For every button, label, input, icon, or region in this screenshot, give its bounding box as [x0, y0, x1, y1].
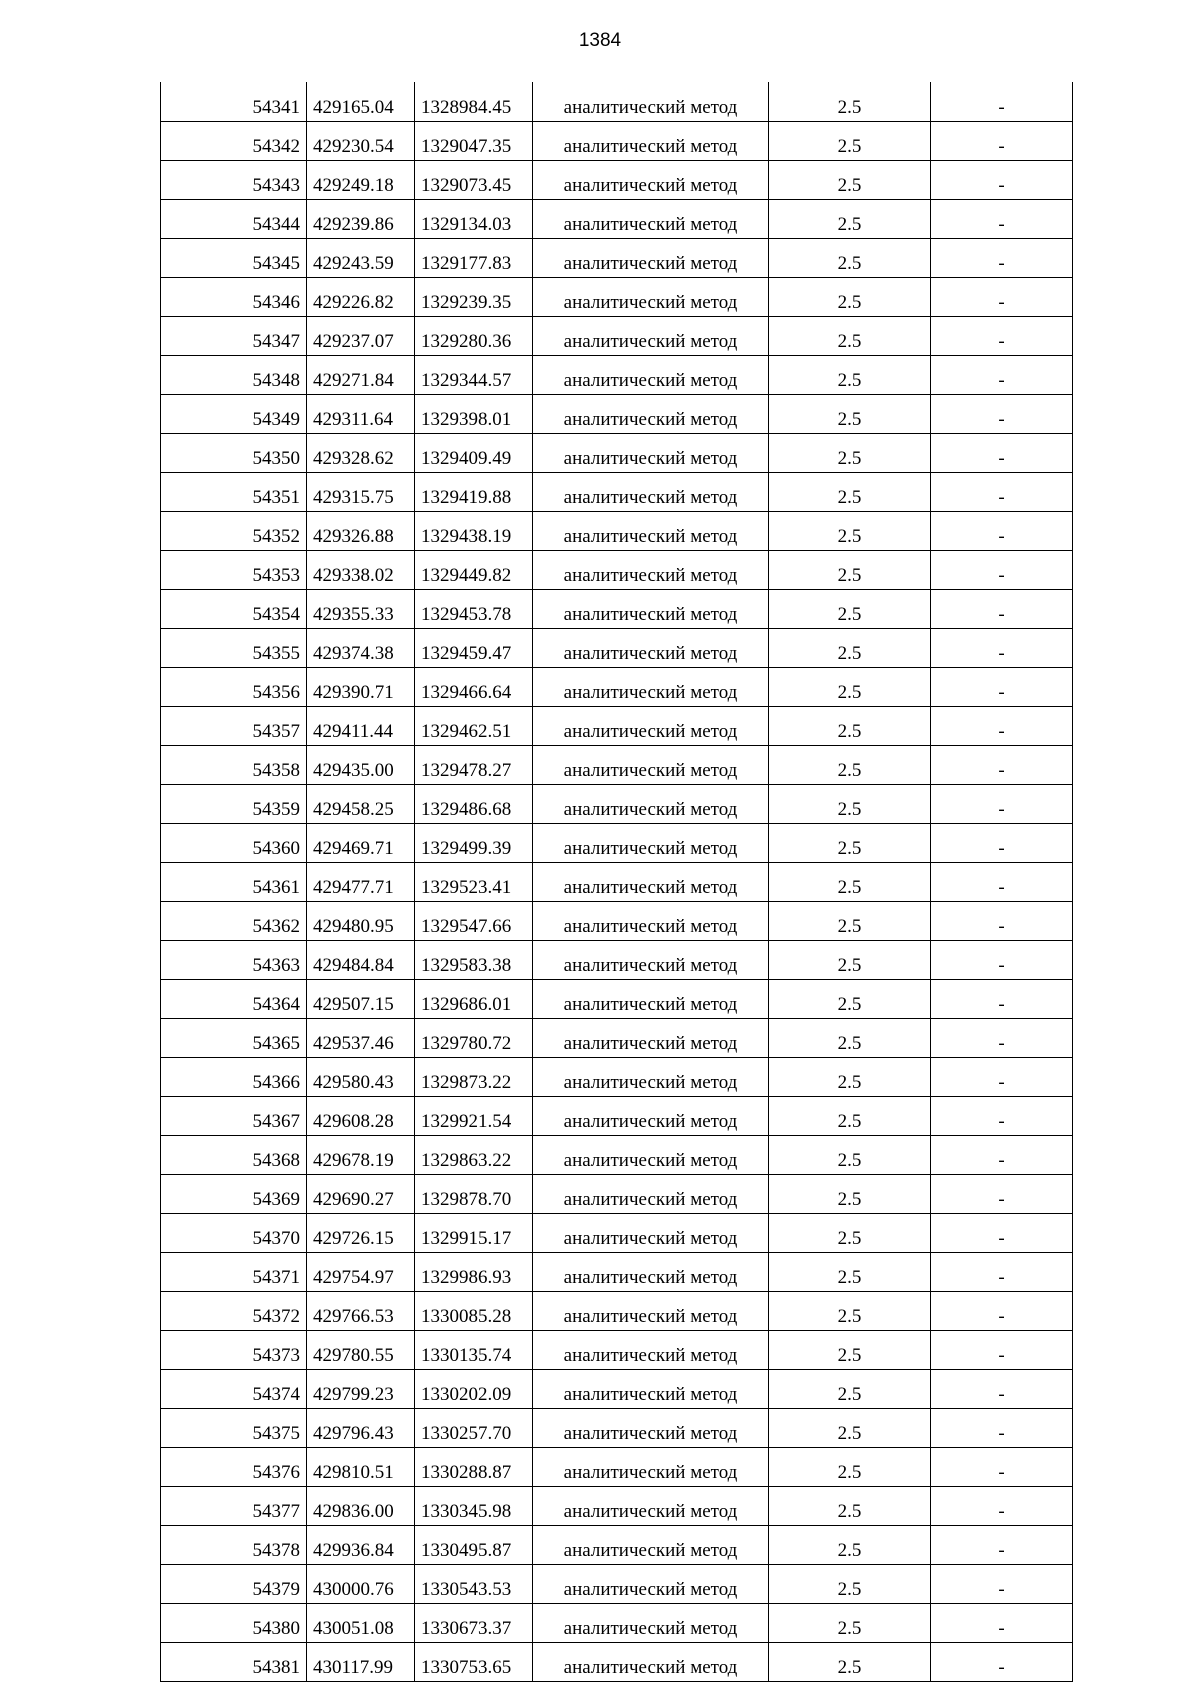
- table-row: [161, 1058, 1073, 1097]
- note-cell: -: [931, 239, 1073, 278]
- accuracy-cell: 2.5: [769, 980, 931, 1019]
- note-cell: -: [931, 707, 1073, 746]
- point-number-cell: 54378: [161, 1526, 307, 1565]
- table-row: [161, 1370, 1073, 1409]
- y-coordinate-cell: 1329453.78: [415, 590, 533, 629]
- table-row: [161, 1331, 1073, 1370]
- method-cell: аналитический метод: [533, 278, 769, 317]
- x-coordinate-cell: 429580.43: [307, 1058, 415, 1097]
- note-cell: -: [931, 1370, 1073, 1409]
- y-coordinate-cell: 1329344.57: [415, 356, 533, 395]
- y-coordinate-cell: 1329047.35: [415, 122, 533, 161]
- x-coordinate-cell: 429766.53: [307, 1292, 415, 1331]
- note-cell: -: [931, 551, 1073, 590]
- method-cell: аналитический метод: [533, 941, 769, 980]
- method-cell: аналитический метод: [533, 161, 769, 200]
- note-cell: -: [931, 1565, 1073, 1604]
- table-row: [161, 278, 1073, 317]
- page-number: 1384: [578, 30, 622, 51]
- accuracy-cell: 2.5: [769, 590, 931, 629]
- x-coordinate-cell: 429936.84: [307, 1526, 415, 1565]
- table-row: [161, 1097, 1073, 1136]
- table-row: [161, 980, 1073, 1019]
- point-number-cell: 54362: [161, 902, 307, 941]
- note-cell: -: [931, 1058, 1073, 1097]
- y-coordinate-cell: 1330753.65: [415, 1643, 533, 1682]
- note-cell: -: [931, 1214, 1073, 1253]
- note-cell: -: [931, 629, 1073, 668]
- point-number-cell: 54346: [161, 278, 307, 317]
- method-cell: аналитический метод: [533, 551, 769, 590]
- accuracy-cell: 2.5: [769, 161, 931, 200]
- table-row: [161, 629, 1073, 668]
- x-coordinate-cell: 429239.86: [307, 200, 415, 239]
- y-coordinate-cell: 1329486.68: [415, 785, 533, 824]
- table-row: [161, 1526, 1073, 1565]
- note-cell: -: [931, 1526, 1073, 1565]
- table-row: [161, 1409, 1073, 1448]
- x-coordinate-cell: 429780.55: [307, 1331, 415, 1370]
- method-cell: аналитический метод: [533, 356, 769, 395]
- point-number-cell: 54353: [161, 551, 307, 590]
- x-coordinate-cell: 429249.18: [307, 161, 415, 200]
- y-coordinate-cell: 1329134.03: [415, 200, 533, 239]
- method-cell: аналитический метод: [533, 863, 769, 902]
- x-coordinate-cell: 430051.08: [307, 1604, 415, 1643]
- x-coordinate-cell: 429537.46: [307, 1019, 415, 1058]
- note-cell: -: [931, 785, 1073, 824]
- y-coordinate-cell: 1329462.51: [415, 707, 533, 746]
- note-cell: -: [931, 1097, 1073, 1136]
- note-cell: -: [931, 980, 1073, 1019]
- y-coordinate-cell: 1329523.41: [415, 863, 533, 902]
- x-coordinate-cell: 429796.43: [307, 1409, 415, 1448]
- accuracy-cell: 2.5: [769, 629, 931, 668]
- accuracy-cell: 2.5: [769, 668, 931, 707]
- accuracy-cell: 2.5: [769, 707, 931, 746]
- point-number-cell: 54368: [161, 1136, 307, 1175]
- accuracy-cell: 2.5: [769, 239, 931, 278]
- accuracy-cell: 2.5: [769, 82, 931, 122]
- note-cell: -: [931, 902, 1073, 941]
- accuracy-cell: 2.5: [769, 1253, 931, 1292]
- table-row: [161, 317, 1073, 356]
- point-number-cell: 54358: [161, 746, 307, 785]
- point-number-cell: 54366: [161, 1058, 307, 1097]
- table-row: [161, 551, 1073, 590]
- point-number-cell: 54342: [161, 122, 307, 161]
- method-cell: аналитический метод: [533, 1643, 769, 1682]
- table-row: [161, 707, 1073, 746]
- y-coordinate-cell: 1330288.87: [415, 1448, 533, 1487]
- point-number-cell: 54376: [161, 1448, 307, 1487]
- accuracy-cell: 2.5: [769, 1214, 931, 1253]
- x-coordinate-cell: 429355.33: [307, 590, 415, 629]
- note-cell: -: [931, 1448, 1073, 1487]
- table-row: [161, 1136, 1073, 1175]
- x-coordinate-cell: 429477.71: [307, 863, 415, 902]
- y-coordinate-cell: 1330345.98: [415, 1487, 533, 1526]
- method-cell: аналитический метод: [533, 395, 769, 434]
- note-cell: -: [931, 590, 1073, 629]
- y-coordinate-cell: 1329921.54: [415, 1097, 533, 1136]
- note-cell: -: [931, 512, 1073, 551]
- y-coordinate-cell: 1330202.09: [415, 1370, 533, 1409]
- note-cell: -: [931, 1136, 1073, 1175]
- note-cell: -: [931, 473, 1073, 512]
- note-cell: -: [931, 1409, 1073, 1448]
- table-row: [161, 590, 1073, 629]
- y-coordinate-cell: 1329449.82: [415, 551, 533, 590]
- accuracy-cell: 2.5: [769, 1643, 931, 1682]
- method-cell: аналитический метод: [533, 1565, 769, 1604]
- y-coordinate-cell: 1329239.35: [415, 278, 533, 317]
- x-coordinate-cell: 429608.28: [307, 1097, 415, 1136]
- point-number-cell: 54363: [161, 941, 307, 980]
- y-coordinate-cell: 1329438.19: [415, 512, 533, 551]
- note-cell: -: [931, 122, 1073, 161]
- accuracy-cell: 2.5: [769, 200, 931, 239]
- point-number-cell: 54375: [161, 1409, 307, 1448]
- accuracy-cell: 2.5: [769, 278, 931, 317]
- x-coordinate-cell: 430117.99: [307, 1643, 415, 1682]
- method-cell: аналитический метод: [533, 629, 769, 668]
- point-number-cell: 54380: [161, 1604, 307, 1643]
- method-cell: аналитический метод: [533, 512, 769, 551]
- method-cell: аналитический метод: [533, 239, 769, 278]
- x-coordinate-cell: 429411.44: [307, 707, 415, 746]
- table-row: [161, 434, 1073, 473]
- point-number-cell: 54371: [161, 1253, 307, 1292]
- table-body: [161, 82, 1073, 1682]
- table-row: [161, 200, 1073, 239]
- point-number-cell: 54377: [161, 1487, 307, 1526]
- point-number-cell: 54347: [161, 317, 307, 356]
- note-cell: -: [931, 317, 1073, 356]
- point-number-cell: 54350: [161, 434, 307, 473]
- note-cell: -: [931, 668, 1073, 707]
- x-coordinate-cell: 429311.64: [307, 395, 415, 434]
- note-cell: -: [931, 1604, 1073, 1643]
- point-number-cell: 54359: [161, 785, 307, 824]
- y-coordinate-cell: 1329873.22: [415, 1058, 533, 1097]
- table-row: [161, 746, 1073, 785]
- method-cell: аналитический метод: [533, 1604, 769, 1643]
- x-coordinate-cell: 429326.88: [307, 512, 415, 551]
- table-row: [161, 1643, 1073, 1682]
- table-row: [161, 122, 1073, 161]
- note-cell: -: [931, 434, 1073, 473]
- accuracy-cell: 2.5: [769, 941, 931, 980]
- accuracy-cell: 2.5: [769, 395, 931, 434]
- method-cell: аналитический метод: [533, 1526, 769, 1565]
- note-cell: -: [931, 1643, 1073, 1682]
- y-coordinate-cell: 1329419.88: [415, 473, 533, 512]
- x-coordinate-cell: 429435.00: [307, 746, 415, 785]
- table-row: [161, 161, 1073, 200]
- y-coordinate-cell: 1329878.70: [415, 1175, 533, 1214]
- accuracy-cell: 2.5: [769, 1448, 931, 1487]
- x-coordinate-cell: 429678.19: [307, 1136, 415, 1175]
- table-row: [161, 668, 1073, 707]
- accuracy-cell: 2.5: [769, 551, 931, 590]
- table-row: [161, 1292, 1073, 1331]
- y-coordinate-cell: 1329915.17: [415, 1214, 533, 1253]
- table-row: [161, 239, 1073, 278]
- note-cell: -: [931, 1487, 1073, 1526]
- accuracy-cell: 2.5: [769, 1136, 931, 1175]
- y-coordinate-cell: 1330257.70: [415, 1409, 533, 1448]
- point-number-cell: 54357: [161, 707, 307, 746]
- accuracy-cell: 2.5: [769, 1565, 931, 1604]
- table-row: [161, 863, 1073, 902]
- y-coordinate-cell: 1328984.45: [415, 82, 533, 122]
- note-cell: -: [931, 746, 1073, 785]
- x-coordinate-cell: 429458.25: [307, 785, 415, 824]
- y-coordinate-cell: 1329177.83: [415, 239, 533, 278]
- method-cell: аналитический метод: [533, 980, 769, 1019]
- table-row: [161, 1487, 1073, 1526]
- point-number-cell: 54365: [161, 1019, 307, 1058]
- x-coordinate-cell: 429690.27: [307, 1175, 415, 1214]
- x-coordinate-cell: 429230.54: [307, 122, 415, 161]
- note-cell: -: [931, 824, 1073, 863]
- point-number-cell: 54345: [161, 239, 307, 278]
- point-number-cell: 54351: [161, 473, 307, 512]
- point-number-cell: 54355: [161, 629, 307, 668]
- accuracy-cell: 2.5: [769, 1292, 931, 1331]
- table-row: [161, 1214, 1073, 1253]
- table-row: [161, 1019, 1073, 1058]
- method-cell: аналитический метод: [533, 707, 769, 746]
- x-coordinate-cell: 429328.62: [307, 434, 415, 473]
- accuracy-cell: 2.5: [769, 785, 931, 824]
- table-row: [161, 512, 1073, 551]
- x-coordinate-cell: 429726.15: [307, 1214, 415, 1253]
- table-row: [161, 785, 1073, 824]
- note-cell: -: [931, 941, 1073, 980]
- method-cell: аналитический метод: [533, 785, 769, 824]
- accuracy-cell: 2.5: [769, 1604, 931, 1643]
- x-coordinate-cell: 429469.71: [307, 824, 415, 863]
- point-number-cell: 54381: [161, 1643, 307, 1682]
- accuracy-cell: 2.5: [769, 863, 931, 902]
- x-coordinate-cell: 429484.84: [307, 941, 415, 980]
- method-cell: аналитический метод: [533, 1058, 769, 1097]
- point-number-cell: 54373: [161, 1331, 307, 1370]
- point-number-cell: 54369: [161, 1175, 307, 1214]
- method-cell: аналитический метод: [533, 473, 769, 512]
- accuracy-cell: 2.5: [769, 122, 931, 161]
- x-coordinate-cell: 429165.04: [307, 82, 415, 122]
- note-cell: -: [931, 1019, 1073, 1058]
- y-coordinate-cell: 1329073.45: [415, 161, 533, 200]
- accuracy-cell: 2.5: [769, 1058, 931, 1097]
- x-coordinate-cell: 429810.51: [307, 1448, 415, 1487]
- accuracy-cell: 2.5: [769, 1097, 931, 1136]
- accuracy-cell: 2.5: [769, 1487, 931, 1526]
- method-cell: аналитический метод: [533, 590, 769, 629]
- point-number-cell: 54374: [161, 1370, 307, 1409]
- method-cell: аналитический метод: [533, 1370, 769, 1409]
- table-row: [161, 1565, 1073, 1604]
- method-cell: аналитический метод: [533, 1097, 769, 1136]
- x-coordinate-cell: 429338.02: [307, 551, 415, 590]
- y-coordinate-cell: 1329499.39: [415, 824, 533, 863]
- point-number-cell: 54343: [161, 161, 307, 200]
- point-number-cell: 54370: [161, 1214, 307, 1253]
- accuracy-cell: 2.5: [769, 356, 931, 395]
- method-cell: аналитический метод: [533, 1253, 769, 1292]
- method-cell: аналитический метод: [533, 1448, 769, 1487]
- method-cell: аналитический метод: [533, 1292, 769, 1331]
- accuracy-cell: 2.5: [769, 824, 931, 863]
- table-row: [161, 1253, 1073, 1292]
- note-cell: -: [931, 161, 1073, 200]
- accuracy-cell: 2.5: [769, 1370, 931, 1409]
- method-cell: аналитический метод: [533, 1409, 769, 1448]
- method-cell: аналитический метод: [533, 82, 769, 122]
- y-coordinate-cell: 1329459.47: [415, 629, 533, 668]
- note-cell: -: [931, 1292, 1073, 1331]
- point-number-cell: 54348: [161, 356, 307, 395]
- y-coordinate-cell: 1330543.53: [415, 1565, 533, 1604]
- table-row: [161, 395, 1073, 434]
- point-number-cell: 54361: [161, 863, 307, 902]
- x-coordinate-cell: 429480.95: [307, 902, 415, 941]
- method-cell: аналитический метод: [533, 668, 769, 707]
- table-row: [161, 941, 1073, 980]
- x-coordinate-cell: 429836.00: [307, 1487, 415, 1526]
- method-cell: аналитический метод: [533, 746, 769, 785]
- x-coordinate-cell: 429243.59: [307, 239, 415, 278]
- x-coordinate-cell: 429754.97: [307, 1253, 415, 1292]
- method-cell: аналитический метод: [533, 1175, 769, 1214]
- method-cell: аналитический метод: [533, 200, 769, 239]
- table-row: [161, 473, 1073, 512]
- accuracy-cell: 2.5: [769, 1331, 931, 1370]
- y-coordinate-cell: 1329478.27: [415, 746, 533, 785]
- accuracy-cell: 2.5: [769, 902, 931, 941]
- method-cell: аналитический метод: [533, 902, 769, 941]
- y-coordinate-cell: 1329583.38: [415, 941, 533, 980]
- point-number-cell: 54349: [161, 395, 307, 434]
- method-cell: аналитический метод: [533, 1331, 769, 1370]
- note-cell: -: [931, 395, 1073, 434]
- note-cell: -: [931, 82, 1073, 122]
- point-number-cell: 54364: [161, 980, 307, 1019]
- y-coordinate-cell: 1329986.93: [415, 1253, 533, 1292]
- accuracy-cell: 2.5: [769, 1019, 931, 1058]
- note-cell: -: [931, 278, 1073, 317]
- y-coordinate-cell: 1329686.01: [415, 980, 533, 1019]
- method-cell: аналитический метод: [533, 1019, 769, 1058]
- y-coordinate-cell: 1329398.01: [415, 395, 533, 434]
- x-coordinate-cell: 429390.71: [307, 668, 415, 707]
- method-cell: аналитический метод: [533, 1487, 769, 1526]
- table-row: [161, 356, 1073, 395]
- accuracy-cell: 2.5: [769, 1409, 931, 1448]
- accuracy-cell: 2.5: [769, 1526, 931, 1565]
- table-row: [161, 824, 1073, 863]
- point-number-cell: 54356: [161, 668, 307, 707]
- method-cell: аналитический метод: [533, 1214, 769, 1253]
- method-cell: аналитический метод: [533, 122, 769, 161]
- accuracy-cell: 2.5: [769, 1175, 931, 1214]
- point-number-cell: 54367: [161, 1097, 307, 1136]
- y-coordinate-cell: 1330495.87: [415, 1526, 533, 1565]
- y-coordinate-cell: 1330085.28: [415, 1292, 533, 1331]
- x-coordinate-cell: 429374.38: [307, 629, 415, 668]
- y-coordinate-cell: 1329547.66: [415, 902, 533, 941]
- note-cell: -: [931, 1331, 1073, 1370]
- method-cell: аналитический метод: [533, 317, 769, 356]
- x-coordinate-cell: 429271.84: [307, 356, 415, 395]
- accuracy-cell: 2.5: [769, 434, 931, 473]
- point-number-cell: 54360: [161, 824, 307, 863]
- y-coordinate-cell: 1330673.37: [415, 1604, 533, 1643]
- x-coordinate-cell: 429226.82: [307, 278, 415, 317]
- x-coordinate-cell: 429507.15: [307, 980, 415, 1019]
- point-number-cell: 54344: [161, 200, 307, 239]
- x-coordinate-cell: 429315.75: [307, 473, 415, 512]
- accuracy-cell: 2.5: [769, 512, 931, 551]
- point-number-cell: 54352: [161, 512, 307, 551]
- y-coordinate-cell: 1329780.72: [415, 1019, 533, 1058]
- y-coordinate-cell: 1330135.74: [415, 1331, 533, 1370]
- y-coordinate-cell: 1329280.36: [415, 317, 533, 356]
- method-cell: аналитический метод: [533, 434, 769, 473]
- accuracy-cell: 2.5: [769, 317, 931, 356]
- point-number-cell: 54341: [161, 82, 307, 122]
- x-coordinate-cell: 430000.76: [307, 1565, 415, 1604]
- point-number-cell: 54354: [161, 590, 307, 629]
- method-cell: аналитический метод: [533, 824, 769, 863]
- y-coordinate-cell: 1329409.49: [415, 434, 533, 473]
- note-cell: -: [931, 1175, 1073, 1214]
- x-coordinate-cell: 429799.23: [307, 1370, 415, 1409]
- point-number-cell: 54372: [161, 1292, 307, 1331]
- y-coordinate-cell: 1329863.22: [415, 1136, 533, 1175]
- point-number-cell: 54379: [161, 1565, 307, 1604]
- table-row: [161, 1448, 1073, 1487]
- accuracy-cell: 2.5: [769, 473, 931, 512]
- note-cell: -: [931, 356, 1073, 395]
- note-cell: -: [931, 1253, 1073, 1292]
- y-coordinate-cell: 1329466.64: [415, 668, 533, 707]
- accuracy-cell: 2.5: [769, 746, 931, 785]
- note-cell: -: [931, 863, 1073, 902]
- note-cell: -: [931, 200, 1073, 239]
- x-coordinate-cell: 429237.07: [307, 317, 415, 356]
- table-row: [161, 1175, 1073, 1214]
- table-row: [161, 1604, 1073, 1643]
- table-row: [161, 902, 1073, 941]
- method-cell: аналитический метод: [533, 1136, 769, 1175]
- coordinates-table: [160, 82, 1073, 1682]
- table-row: [161, 82, 1073, 122]
